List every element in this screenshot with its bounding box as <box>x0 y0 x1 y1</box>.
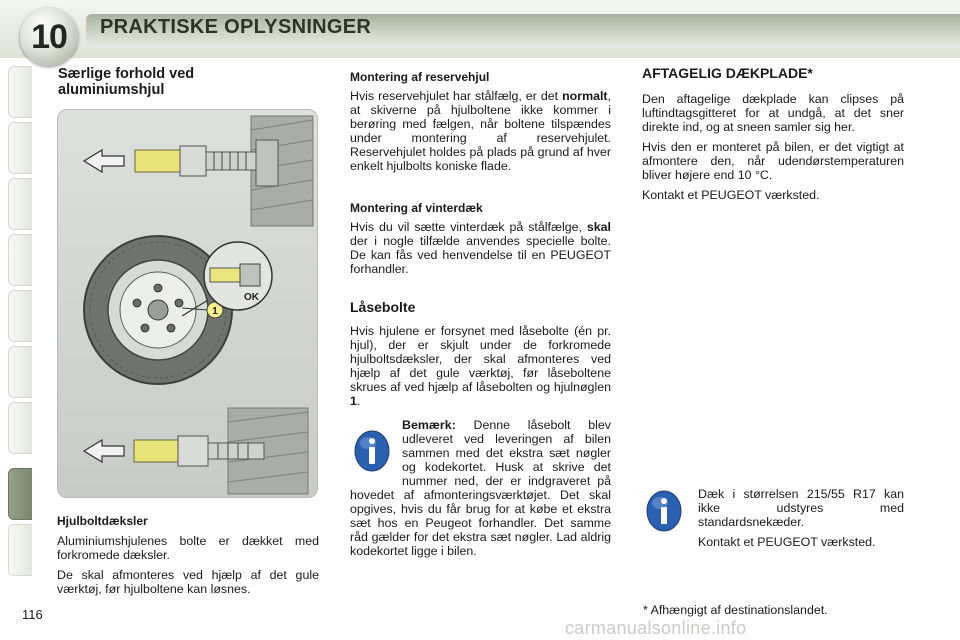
hubcaps-heading: Hjulboltdæksler <box>57 514 148 528</box>
yellow-tool-bottom <box>134 440 178 462</box>
text-run: Hvis du vil sætte vinterdæk på stålfælge, <box>350 220 587 234</box>
arrow-icon <box>84 150 124 172</box>
snow-chains-paragraph-2: Kontakt et PEUGEOT værksted. <box>698 535 876 549</box>
chapter-badge: 10 <box>20 8 78 66</box>
note-text: Denne låsebolt blev udleveret ved leveringen af bilen sammen med det ekstra sæt nøgler og kodekortet. Husk at skrive det nummer ned, der er indgraveret på hovedet af afmonteringsværktøjet. Det skal opgives, hvis du får brug for at købe et ekstra sæt hos en Peugeot forhandler. Det samme råd gælder for det ekstra sæt nøgler. Lad aldrig kodekortet ligge i bilen. <box>350 418 611 558</box>
page-number: 116 <box>22 607 43 622</box>
right-column <box>642 66 904 208</box>
spare-wheel-heading: Montering af reservehjul <box>350 70 490 84</box>
text-run: der i nogle tilfælde anvendes specielle bolte. De kan fås ved henvendelse til en PEUGEOT forhandler. <box>350 234 611 276</box>
chapter-tab[interactable] <box>8 524 32 576</box>
wheel-illustration <box>57 109 318 498</box>
yellow-tool-top <box>135 150 181 172</box>
text-run: . <box>356 394 361 408</box>
locking-bolts-paragraph <box>350 324 611 408</box>
text-run: Hvis reservehjulet har stålfælg, er det <box>350 89 563 103</box>
spare-wheel-paragraph <box>350 89 611 173</box>
wheel-illustration-svg <box>58 110 318 498</box>
cover-plate-paragraph-1: Den aftagelige dækplade kan clipses på luftindtagsgitteret for at undgå, at det sner direkte ind, og at sneen samler sig her. <box>642 92 904 134</box>
chapter-tabs <box>0 58 32 578</box>
chapter-tab-active[interactable] <box>8 468 32 520</box>
middle-column <box>350 70 611 564</box>
section-heading-aluminium: Særlige forhold ved aluminiumshjul <box>58 66 195 98</box>
text-run: Dæk i størrelsen 215/55 R17 kan ikke udstyres med standardsnekæder. <box>698 487 904 529</box>
snow-chains-note <box>642 487 904 555</box>
hubcaps-paragraph-2: De skal afmonteres ved hjælp af det gule værktøj, før hjulboltene kan løsnes. <box>57 568 319 596</box>
cover-plate-paragraph-3: Kontakt et PEUGEOT værksted. <box>642 188 820 202</box>
note-label: Bemærk: <box>402 418 456 432</box>
chapter-tab[interactable] <box>8 178 32 230</box>
locking-bolts-heading: Låsebolte <box>350 299 416 315</box>
chapter-tab[interactable] <box>8 346 32 398</box>
text-run-bold: skal <box>586 220 611 234</box>
chapter-tab[interactable] <box>8 66 32 118</box>
snow-chains-paragraph-1 <box>642 487 904 529</box>
footnote: * Afhængigt af destinationslandet. <box>643 603 828 617</box>
arrow-icon <box>84 440 124 462</box>
text-run: Hvis hjulene er forsynet med låsebolte (én pr. hjul), der er skjult under de forkromede hjulboltsdæksler, der skal afmonteres ved hjælp af det gule værktøj, før låseboltene skrues af ved hjælp af låsebolten og hjulnøglen <box>350 324 611 394</box>
text-run: , at skiverne på hjulboltene ikke kommer i berøring med fælgen, når boltene tilspændes under montering af reservehjulet. Reservehjulet holdes på plads på grund af hver enkelt hjulbolts koniske flade. <box>350 89 611 173</box>
text-run-bold: 1 <box>350 394 357 408</box>
page-title: PRAKTISKE OPLYSNINGER <box>100 16 372 38</box>
watermark: carmanualsonline.info <box>565 618 747 638</box>
cover-plate-heading: AFTAGELIG DÆKPLADE* <box>642 65 813 81</box>
chapter-tab[interactable] <box>8 122 32 174</box>
winter-tyres-paragraph <box>350 220 611 276</box>
hubcaps-section <box>57 514 319 602</box>
info-icon-space <box>642 487 698 531</box>
hubcaps-paragraph-1: Aluminiumshjulenes bolte er dækket med forkromede dæksler. <box>57 534 319 562</box>
chapter-tab[interactable] <box>8 234 32 286</box>
ok-label: OK <box>244 292 259 303</box>
chapter-tab[interactable] <box>8 402 32 454</box>
chapter-tab[interactable] <box>8 290 32 342</box>
cover-plate-paragraph-2: Hvis den er monteret på bilen, er det vigtigt at afmontere den, når udendørstemperaturen bliver højere end 10 °C. <box>642 140 904 182</box>
callout-label: 1 <box>212 306 218 317</box>
winter-tyres-heading: Montering af vinterdæk <box>350 201 483 215</box>
info-icon <box>354 430 390 472</box>
text-run-bold: normalt <box>562 89 608 103</box>
